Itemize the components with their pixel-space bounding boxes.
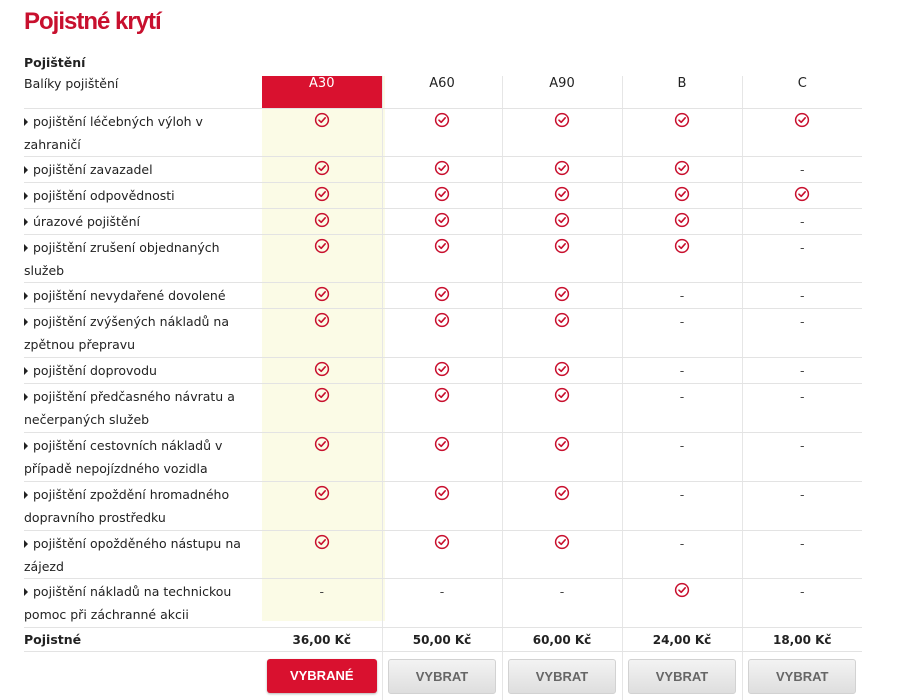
coverage-cell-a90 [502,209,622,235]
check-circle-icon [314,286,330,302]
check-circle-icon [434,286,450,302]
coverage-cell-c [742,384,862,433]
coverage-row-label[interactable] [24,358,262,384]
coverage-row [24,579,862,628]
expand-arrow-icon [24,588,28,596]
coverage-row-label[interactable] [24,579,262,628]
not-included-dash: - [319,582,324,599]
coverage-row-label[interactable] [24,283,262,309]
check-circle-icon [554,160,570,176]
not-included-dash: - [560,582,565,599]
coverage-cell-a90 [502,579,622,628]
check-circle-icon [794,112,810,128]
coverage-cell-b [622,235,742,283]
coverage-cell-a60 [382,109,502,157]
coverage-cell-a90 [502,358,622,384]
not-included-dash: - [800,485,805,502]
check-circle-icon [554,436,570,452]
check-circle-icon [554,286,570,302]
check-circle-icon [554,112,570,128]
package-header-c: C [742,76,862,109]
check-circle-icon [314,312,330,328]
not-included-dash: - [680,436,685,453]
expand-arrow-icon [24,540,28,548]
coverage-cell-a30 [262,433,382,482]
coverage-row-label[interactable] [24,209,262,235]
coverage-cell-a90 [502,235,622,283]
price-label: Pojistné [24,628,262,652]
coverage-row [24,309,862,358]
not-included-dash: - [800,286,805,303]
check-circle-icon [314,485,330,501]
selected-button-a30[interactable]: VYBRANÉ [267,659,377,693]
coverage-row [24,482,862,531]
check-circle-icon [554,186,570,202]
coverage-cell-b [622,384,742,433]
not-included-dash: - [800,387,805,404]
not-included-dash: - [800,160,805,177]
check-circle-icon [314,387,330,403]
coverage-row [24,384,862,433]
not-included-dash: - [800,361,805,378]
expand-arrow-icon [24,192,28,200]
coverage-cell-a60 [382,433,502,482]
package-header-a30: A30 [262,76,382,109]
coverage-label-text: pojištění nevydařené dovolené [33,288,226,303]
price-b: 24,00 Kč [622,628,742,652]
check-circle-icon [554,485,570,501]
coverage-cell-c [742,358,862,384]
coverage-cell-a30 [262,283,382,309]
check-circle-icon [794,186,810,202]
not-included-dash: - [800,582,805,599]
check-circle-icon [434,387,450,403]
check-circle-icon [314,112,330,128]
coverage-cell-a90 [502,157,622,183]
coverage-cell-c [742,482,862,531]
coverage-cell-a90 [502,283,622,309]
check-circle-icon [434,312,450,328]
check-circle-icon [314,534,330,550]
price-c: 18,00 Kč [742,628,862,652]
coverage-cell-a90 [502,531,622,579]
not-included-dash: - [800,534,805,551]
coverage-cell-c [742,109,862,157]
coverage-cell-a60 [382,283,502,309]
coverage-row [24,531,862,579]
choose-button-a90[interactable]: VYBRAT [508,659,616,694]
coverage-cell-b [622,531,742,579]
coverage-table [24,76,862,700]
not-included-dash: - [680,485,685,502]
coverage-cell-a30 [262,384,382,433]
check-circle-icon [314,186,330,202]
coverage-cell-a60 [382,157,502,183]
coverage-cell-a60 [382,209,502,235]
price-a30: 36,00 Kč [262,628,382,652]
coverage-cell-a30 [262,209,382,235]
coverage-label-text: pojištění doprovodu [33,363,157,378]
coverage-cell-b [622,183,742,209]
coverage-rows [24,109,862,628]
coverage-cell-a60 [382,309,502,358]
coverage-cell-c [742,235,862,283]
section-label: Pojištění [24,55,85,70]
choose-button-b[interactable]: VYBRAT [628,659,736,694]
coverage-cell-c [742,309,862,358]
coverage-cell-a90 [502,183,622,209]
package-header-a60: A60 [382,76,502,109]
expand-arrow-icon [24,292,28,300]
coverage-cell-a30 [262,358,382,384]
not-included-dash: - [680,361,685,378]
coverage-label-text: pojištění cestovních nákladů v případě nepojízdného vozidla [24,438,222,476]
coverage-cell-a30 [262,183,382,209]
not-included-dash: - [800,212,805,229]
coverage-row-label[interactable] [24,482,262,531]
check-circle-icon [434,160,450,176]
expand-arrow-icon [24,318,28,326]
check-circle-icon [554,238,570,254]
coverage-cell-a60 [382,358,502,384]
coverage-cell-b [622,157,742,183]
coverage-label-text: pojištění zavazadel [33,162,153,177]
coverage-cell-a90 [502,309,622,358]
expand-arrow-icon [24,442,28,450]
coverage-row [24,358,862,384]
coverage-cell-b [622,358,742,384]
coverage-row-label[interactable] [24,157,262,183]
coverage-row [24,283,862,309]
coverage-cell-b [622,309,742,358]
check-circle-icon [314,238,330,254]
price-a60: 50,00 Kč [382,628,502,652]
coverage-cell-a60 [382,579,502,628]
check-circle-icon [434,361,450,377]
check-circle-icon [674,212,690,228]
coverage-cell-a60 [382,531,502,579]
expand-arrow-icon [24,166,28,174]
check-circle-icon [314,160,330,176]
coverage-cell-c [742,579,862,628]
coverage-cell-a30 [262,235,382,283]
coverage-label-text: pojištění zpoždění hromadného dopravního prostředku [24,487,229,525]
check-circle-icon [314,361,330,377]
package-header-b: B [622,76,742,109]
not-included-dash: - [800,436,805,453]
check-circle-icon [554,534,570,550]
coverage-cell-a30 [262,579,382,628]
coverage-label-text: úrazové pojištění [33,214,140,229]
check-circle-icon [674,112,690,128]
coverage-cell-a90 [502,384,622,433]
expand-arrow-icon [24,393,28,401]
coverage-cell-b [622,283,742,309]
coverage-cell-c [742,157,862,183]
coverage-label-text: pojištění odpovědnosti [33,188,175,203]
coverage-cell-a60 [382,183,502,209]
check-circle-icon [434,238,450,254]
expand-arrow-icon [24,218,28,226]
coverage-row-label[interactable] [24,309,262,358]
header-row [24,76,862,109]
not-included-dash: - [680,387,685,404]
price-row [24,628,862,652]
coverage-cell-a90 [502,433,622,482]
coverage-cell-a90 [502,482,622,531]
button-row [24,652,862,700]
coverage-row [24,209,862,235]
check-circle-icon [674,160,690,176]
not-included-dash: - [680,286,685,303]
not-included-dash: - [800,312,805,329]
coverage-row [24,433,862,482]
coverage-label-text: pojištění zrušení objednaných služeb [24,240,220,278]
coverage-row [24,109,862,157]
coverage-cell-b [622,209,742,235]
check-circle-icon [554,312,570,328]
coverage-cell-c [742,531,862,579]
coverage-cell-c [742,433,862,482]
coverage-cell-c [742,283,862,309]
check-circle-icon [434,212,450,228]
coverage-cell-b [622,482,742,531]
check-circle-icon [554,387,570,403]
expand-arrow-icon [24,244,28,252]
check-circle-icon [434,186,450,202]
check-circle-icon [674,582,690,598]
coverage-row [24,183,862,209]
coverage-label-text: pojištění zvýšených nákladů na zpětnou přepravu [24,314,229,352]
choose-button-a60[interactable]: VYBRAT [388,659,496,694]
expand-arrow-icon [24,118,28,126]
package-header-a90: A90 [502,76,622,109]
check-circle-icon [434,436,450,452]
coverage-row-label[interactable] [24,531,262,579]
coverage-cell-b [622,433,742,482]
check-circle-icon [434,485,450,501]
not-included-dash: - [800,238,805,255]
coverage-cell-a90 [502,109,622,157]
coverage-cell-a30 [262,531,382,579]
coverage-row [24,235,862,283]
check-circle-icon [554,361,570,377]
coverage-row-label[interactable] [24,109,262,157]
coverage-row-label[interactable] [24,384,262,433]
check-circle-icon [674,186,690,202]
not-included-dash: - [440,582,445,599]
coverage-cell-a60 [382,235,502,283]
coverage-label-text: pojištění opožděného nástupu na zájezd [24,536,241,574]
coverage-row-label[interactable] [24,433,262,482]
choose-button-c[interactable]: VYBRAT [748,659,856,694]
not-included-dash: - [680,312,685,329]
page-title: Pojistné krytí [24,8,161,36]
coverage-cell-a60 [382,482,502,531]
coverage-row-label[interactable] [24,235,262,283]
not-included-dash: - [680,534,685,551]
check-circle-icon [674,238,690,254]
coverage-row [24,157,862,183]
expand-arrow-icon [24,491,28,499]
coverage-cell-a60 [382,384,502,433]
coverage-cell-a30 [262,109,382,157]
coverage-cell-a30 [262,482,382,531]
coverage-label-text: pojištění předčasného návratu a nečerpaných služeb [24,389,235,427]
coverage-cell-c [742,209,862,235]
check-circle-icon [314,436,330,452]
coverage-row-label[interactable] [24,183,262,209]
coverage-cell-b [622,579,742,628]
coverage-label-text: pojištění nákladů na technickou pomoc při záchranné akcii [24,584,231,622]
check-circle-icon [554,212,570,228]
coverage-cell-b [622,109,742,157]
check-circle-icon [434,112,450,128]
coverage-cell-c [742,183,862,209]
coverage-cell-a30 [262,157,382,183]
expand-arrow-icon [24,367,28,375]
coverage-label-text: pojištění léčebných výloh v zahraničí [24,114,203,152]
header-label: Balíky pojištění [24,76,262,109]
coverage-cell-a30 [262,309,382,358]
check-circle-icon [434,534,450,550]
check-circle-icon [314,212,330,228]
price-a90: 60,00 Kč [502,628,622,652]
